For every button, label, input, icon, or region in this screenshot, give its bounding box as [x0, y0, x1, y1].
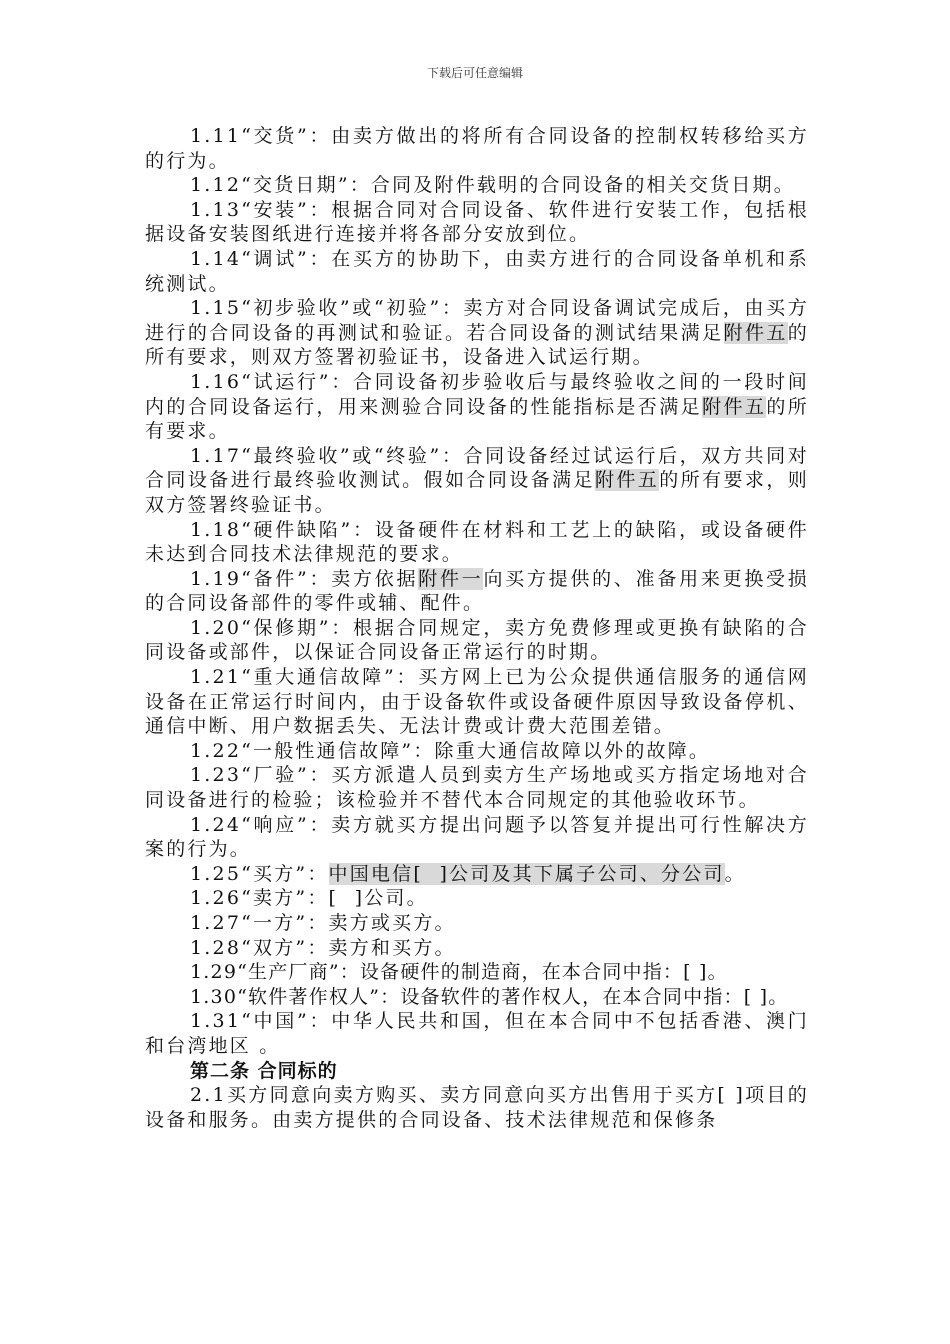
paragraph-1-19: [145, 567, 809, 616]
paragraph-1-17: [145, 444, 809, 518]
paragraph-1-11: 1.11“交货”：由卖方做出的将所有合同设备的控制权转移给买方的行为。: [145, 125, 809, 172]
paragraph-1-18: 1.18“硬件缺陷”：设备硬件在材料和工艺上的缺陷，或设备硬件未达到合同技术法律规范的要求。: [145, 518, 809, 566]
paragraph-1-31: 1.31“中国”：中华人民共和国，但在本合同中不包括香港、澳门和台湾地区 。: [145, 1010, 809, 1057]
text-run: 。: [724, 862, 746, 885]
paragraph-1-24: 1.24“响应”：卖方就买方提出问题予以答复并提出可行性解决方案的行为。: [145, 813, 809, 861]
paragraph-1-14: 1.14“调试”：在买方的协助下，由卖方进行的合同设备单机和系统测试。: [145, 247, 809, 295]
paragraph-1-20: 1.20“保修期”：根据合同规定，卖方免费修理或更换有缺陷的合同设备或部件，以保证合同设备正常运行的时期。: [145, 616, 809, 664]
buyer-name-field: 中国电信[ ]公司及其下属子公司、分公司: [328, 862, 725, 885]
paragraph-1-15: [145, 296, 809, 370]
attachment-reference: 附件五: [702, 395, 767, 418]
paragraph-1-26: 1.26“卖方”：[ ]公司。: [190, 887, 428, 910]
paragraph-1-28: 1.28“双方”：卖方和买方。: [190, 936, 456, 959]
paragraph-1-27: 1.27“一方”：卖方或买方。: [190, 912, 456, 934]
text-run: 向买方提供的、准备用来更换受损的合同设备部件的零件或辅、配件。: [145, 567, 809, 615]
paragraph-1-30: 1.30“软件著作权人”：设备软件的著作权人，在本合同中指：[ ]。: [190, 985, 789, 1008]
paragraph-2-1: 2.1买方同意向卖方购买、卖方同意向买方出售用于买方[ ]项目的设备和服务。由卖方提供的合同设备、技术法律规范和保修条: [145, 1084, 809, 1131]
text-run: 1.19“备件”：卖方依据: [190, 567, 419, 590]
attachment-reference: 附件一: [418, 567, 484, 590]
document-body: [145, 124, 809, 1132]
paragraph-1-25: [145, 862, 809, 887]
text-run: 1.25“买方”：: [190, 862, 329, 885]
text-run: 的所有要求，则双方签署终验证书。: [145, 469, 809, 516]
paragraph-1-23: 1.23“厂验”：买方派遣人员到卖方生产场地或买方指定场地对合同设备进行的检验；该检验并不替代本合同规定的其他验收环节。: [145, 764, 809, 812]
text-run: 1.15“初步验收”或“初验”：卖方对合同设备调试完成后，由买方进行的合同设备的再测试和验证。若合同设备的测试结果满足: [145, 297, 809, 344]
text-run: 1.17“最终验收”或“终验”：合同设备经过试运行后，双方共同对合同设备进行最终验收测试。假如合同设备满足: [145, 444, 809, 492]
paragraph-1-12: 1.12“交货日期”：合同及附件载明的合同设备的相关交货日期。: [190, 174, 795, 197]
paragraph-1-29: 1.29“生产厂商”：设备硬件的制造商，在本合同中指：[ ]。: [190, 961, 728, 984]
attachment-reference: 附件五: [594, 469, 660, 492]
paragraph-1-13: 1.13“安装”：根据合同对合同设备、软件进行安装工作，包括根据设备安装图纸进行连接并将各部分安放到位。: [145, 198, 809, 246]
text-run: 的所有要求。: [145, 395, 810, 443]
page-header: 下载后可任意编辑: [426, 66, 523, 80]
section-heading-article-2: 第二条 合同标的: [190, 1059, 338, 1082]
attachment-reference: 附件五: [723, 321, 788, 344]
paragraph-1-21: 1.21“重大通信故障”：买方网上已为公众提供通信服务的通信网设备在正常运行时间内，由于设备软件或设备硬件原因导致设备停机、通信中断、用户数据丢失、无法计费或计费大范围差错。: [145, 666, 809, 738]
paragraph-1-16: [145, 370, 809, 444]
text-run: 1.16“试运行”：合同设备初步验收后与最终验收之间的一段时间内的合同设备运行，用来测验合同设备的性能指标是否满足: [145, 370, 809, 418]
text-run: 的所有要求，则双方签署初验证书，设备进入试运行期。: [145, 321, 809, 369]
paragraph-1-22: 1.22“一般性通信故障”：除重大通信故障以外的故障。: [190, 739, 711, 762]
